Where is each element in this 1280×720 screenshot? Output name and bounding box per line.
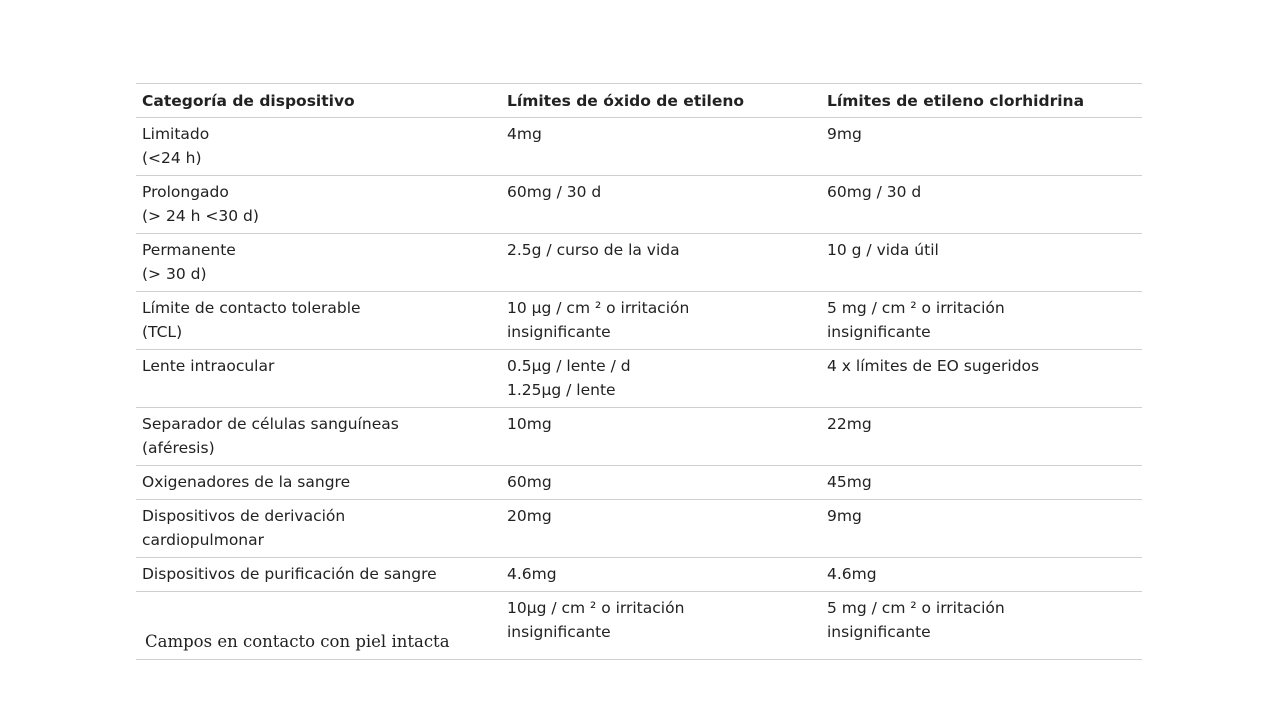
ech-limit-cell: 5 mg / cm ² o irritación insignificante [821, 592, 1142, 660]
table-row [136, 292, 1142, 350]
header-device-category: Categoría de dispositivo [136, 84, 501, 118]
eo-limit-cell: 60mg / 30 d [501, 176, 821, 234]
table-row [136, 118, 1142, 176]
eo-limit-cell: 4.6mg [501, 558, 821, 592]
ech-limit-cell: 9mg [821, 500, 1142, 558]
table-row [136, 176, 1142, 234]
eo-limit-cell: 0.5µg / lente / d 1.25µg / lente [501, 350, 821, 408]
eo-limit-cell: 10 µg / cm ² o irritación insignificante [501, 292, 821, 350]
header-eo-limits: Límites de óxido de etileno [501, 84, 821, 118]
eo-limit-cell: 10mg [501, 408, 821, 466]
table-row [136, 234, 1142, 292]
table-row [136, 408, 1142, 466]
category-cell: Oxigenadores de la sangre [136, 466, 501, 500]
ech-limit-cell: 9mg [821, 118, 1142, 176]
limits-table [136, 83, 1142, 660]
category-cell: Dispositivos de purificación de sangre [136, 558, 501, 592]
ech-limit-cell: 22mg [821, 408, 1142, 466]
table-row [136, 558, 1142, 592]
ech-limit-cell: 10 g / vida útil [821, 234, 1142, 292]
category-cell: Lente intraocular [136, 350, 501, 408]
eo-limit-cell: 4mg [501, 118, 821, 176]
category-cell: Campos en contacto con piel intacta [145, 632, 450, 651]
category-cell: Dispositivos de derivación cardiopulmonar [136, 500, 501, 558]
table-row [136, 350, 1142, 408]
category-cell: Prolongado (> 24 h <30 d) [136, 176, 501, 234]
ech-limit-cell: 4.6mg [821, 558, 1142, 592]
table-row [136, 592, 1142, 660]
eo-limit-cell: 10µg / cm ² o irritación insignificante [501, 592, 821, 660]
header-row [136, 84, 1142, 118]
category-cell-container [136, 592, 501, 660]
category-cell: Separador de células sanguíneas (aféresis) [136, 408, 501, 466]
ech-limit-cell: 4 x límites de EO sugeridos [821, 350, 1142, 408]
ech-limit-cell: 45mg [821, 466, 1142, 500]
eo-limit-cell: 2.5g / curso de la vida [501, 234, 821, 292]
eo-limit-cell: 60mg [501, 466, 821, 500]
table-row [136, 466, 1142, 500]
ech-limit-cell: 60mg / 30 d [821, 176, 1142, 234]
table-row [136, 500, 1142, 558]
category-cell: Límite de contacto tolerable (TCL) [136, 292, 501, 350]
header-ech-limits: Límites de etileno clorhidrina [821, 84, 1142, 118]
category-cell: Limitado (<24 h) [136, 118, 501, 176]
category-cell: Permanente (> 30 d) [136, 234, 501, 292]
eo-limit-cell: 20mg [501, 500, 821, 558]
ech-limit-cell: 5 mg / cm ² o irritación insignificante [821, 292, 1142, 350]
